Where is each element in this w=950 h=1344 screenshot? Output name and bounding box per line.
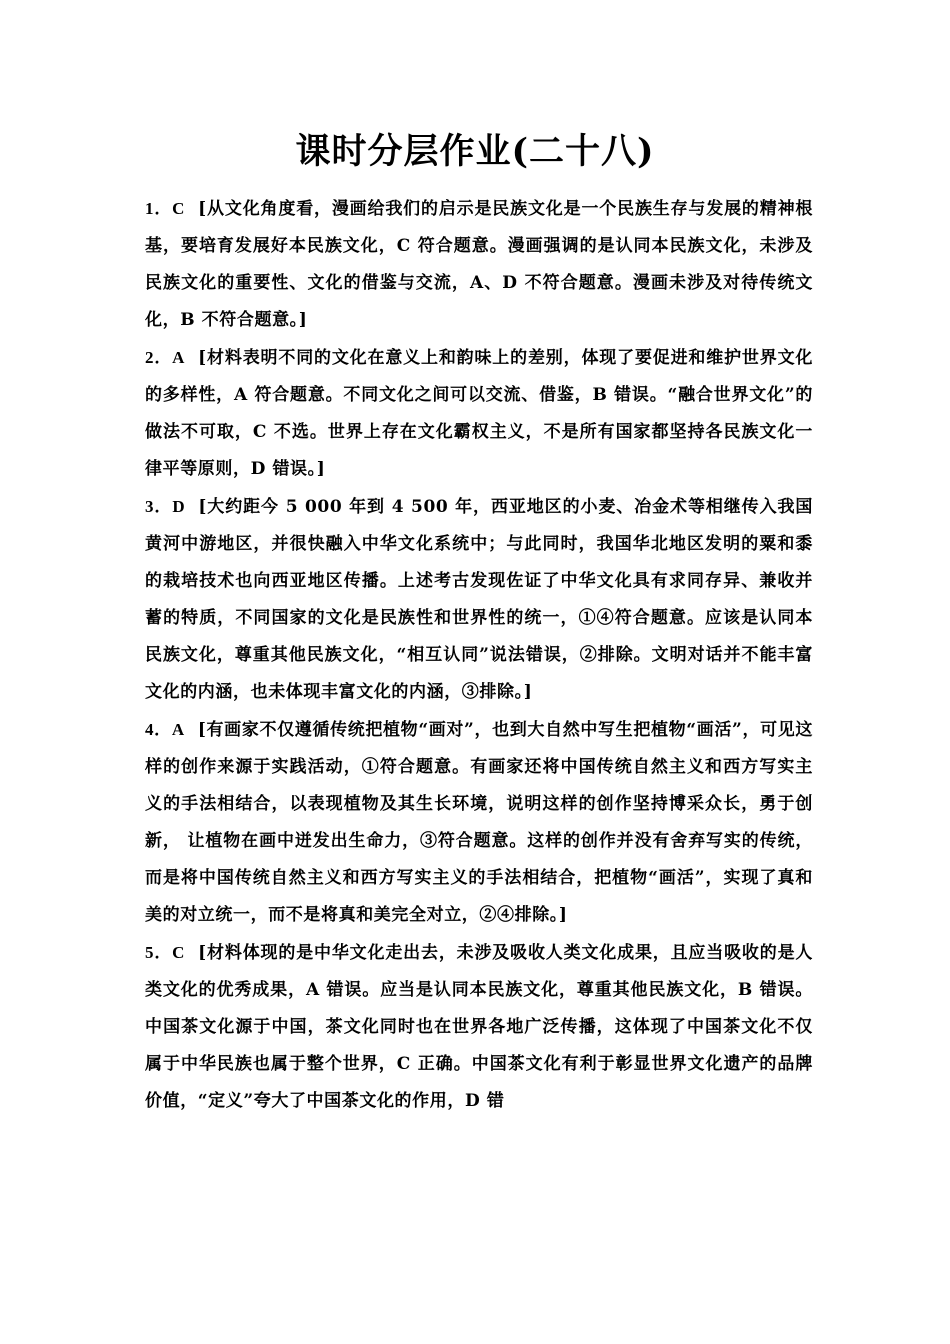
- answer-choice: C: [172, 943, 186, 962]
- answer-explanation: [材料体现的是中华文化走出去，未涉及吸收人类文化成果，且应当吸收的是人类文化的优秀成果，A 错误。应当是认同本民族文化，尊重其他民族文化，B 错误。中国茶文化源于中国，茶文化同时也在世界各地广泛传播，这体现了中国茶文化不仅属于中华民族也属于整个世界，C 正确。中国茶文化有利于彰显世界文化遗产的品牌价值，“定义”夸大了中国茶文化的作用，D 错: [145, 943, 814, 1111]
- answer-choice: C: [172, 199, 186, 218]
- answer-explanation: [大约距今 5 000 年到 4 500 年，西亚地区的小麦、冶金术等相继传入我国黄河中游地区，并很快融入中华文化系统中；与此同时，我国华北地区发明的粟和黍的栽培技术也向西亚地区传播。上述考古发现佐证了中华文化具有求同存异、兼收并蓄的特质，不同国家的文化是民族性和世界性的统一，①④符合题意。应该是认同本民族文化，尊重其他民族文化，“相互认同”说法错误，②排除。文明对话并不能丰富文化的内涵，也未体现丰富文化的内涵，③排除。]: [145, 497, 813, 702]
- answer-choice: A: [172, 348, 186, 367]
- answer-explanation: [从文化角度看，漫画给我们的启示是民族文化是一个民族生存与发展的精神根基，要培育发展好本民族文化，C 符合题意。漫画强调的是认同本民族文化，未涉及民族文化的重要性、文化的借鉴与交流，A、D 不符合题意。漫画未涉及对待传统文化，B 不符合题意。]: [145, 199, 814, 330]
- answer-explanation: [材料表明不同的文化在意义上和韵味上的差别，体现了要促进和维护世界文化的多样性，A 符合题意。不同文化之间可以交流、借鉴，B 错误。“融合世界文化”的做法不可取，C 不选。世界上存在文化霸权主义，不是所有国家都坚持各民族文化一律平等原则，D 错误。]: [145, 348, 814, 479]
- answer-list: [145, 190, 813, 1120]
- answer-explanation: [有画家不仅遵循传统把植物“画对”，也到大自然中写生把植物“画活”，可见这样的创作来源于实践活动，①符合题意。有画家还将中国传统自然主义和西方写实主义的手法相结合，以表现植物及其生长环境，说明这样的创作坚持博采众长，勇于创新， 让植物在画中迸发出生命力，③符合题意。这样的创作并没有舍弃写实的传统，而是将中国传统自然主义和西方写实主义的手法相结合，把植物“画活”，实现了真和美的对立统一，而不是将真和美完全对立，②④排除。]: [145, 720, 814, 925]
- question-number: 1．: [145, 199, 173, 218]
- answer-choice: D: [172, 497, 186, 516]
- answer-item-2: [145, 339, 813, 488]
- answer-item-5: [145, 934, 813, 1120]
- page-title: 课时分层作业(二十八): [295, 131, 655, 172]
- answer-item-1: [145, 190, 813, 339]
- question-number: 4．: [145, 720, 172, 739]
- answer-item-3: [145, 488, 813, 711]
- question-number: 5．: [145, 943, 173, 962]
- answer-choice: A: [171, 720, 185, 739]
- answer-item-4: [145, 711, 813, 934]
- question-number: 3．: [145, 497, 173, 516]
- question-number: 2．: [145, 348, 173, 367]
